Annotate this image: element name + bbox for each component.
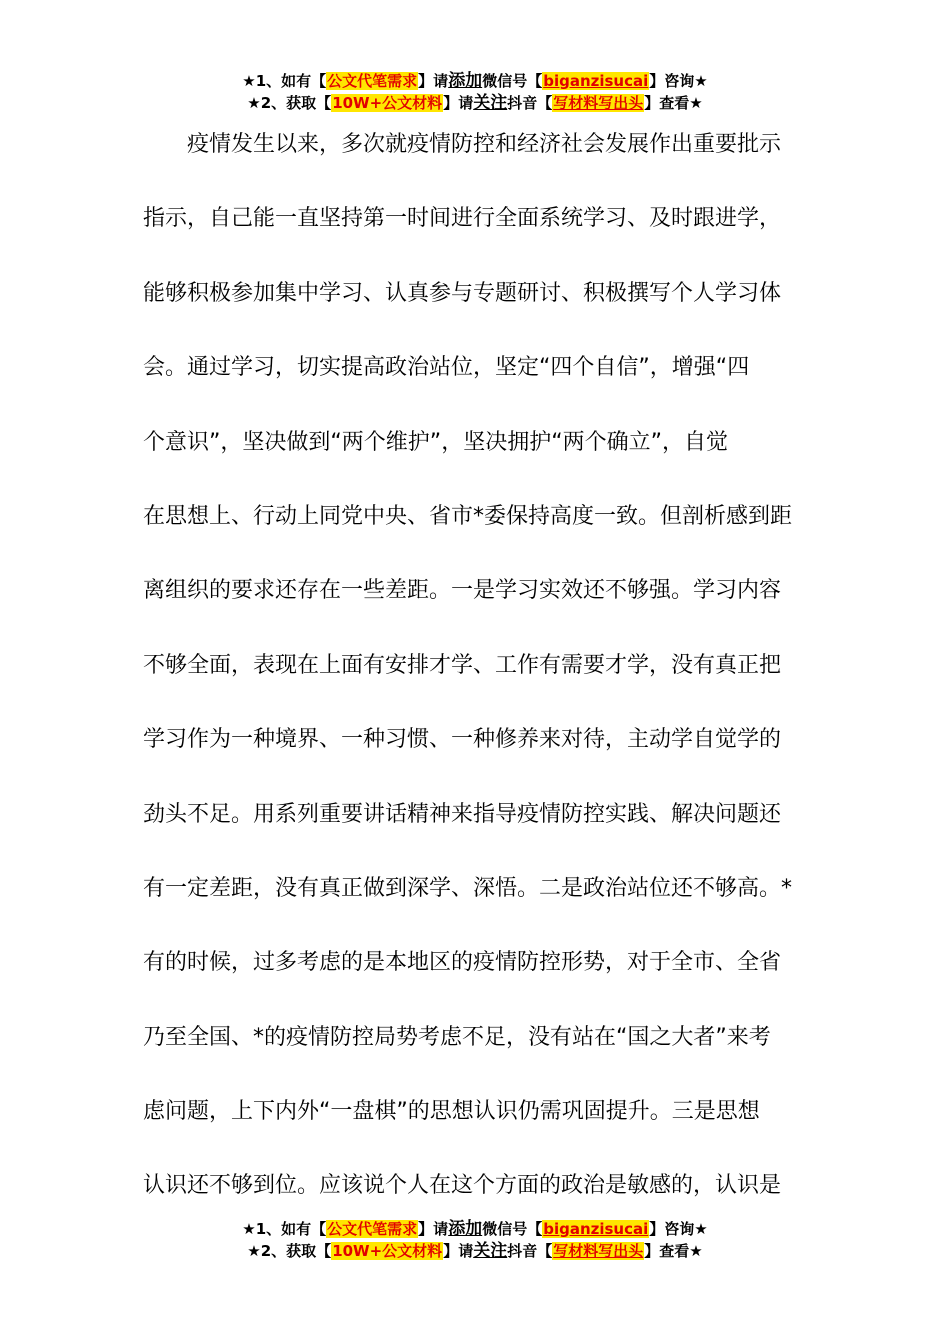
promo-text: 】请 <box>418 1220 449 1238</box>
promo-text: ★2、获取【 <box>247 1242 332 1260</box>
douyin-account-highlight: 写材料写出头 <box>553 94 644 112</box>
body-line: 在思想上、行动上同党中央、省市*委保持高度一致。但剖析感到距 <box>143 503 793 529</box>
body-line: 乃至全国、*的疫情防控局势考虑不足，没有站在“国之大者”来考 <box>143 1024 771 1050</box>
promo-line-2 <box>0 1240 950 1262</box>
body-line: 指示，自己能一直坚持第一时间进行全面系统学习、及时跟进学， <box>143 206 782 232</box>
promo-text: 抖音【 <box>507 1242 553 1260</box>
body-line: 离组织的要求还存在一些差距。一是学习实效还不够强。学习内容 <box>143 578 782 604</box>
body-line: 劲头不足。用系列重要讲话精神来指导疫情防控实践、解决问题还 <box>143 801 782 827</box>
body-line: 虑问题，上下内外“一盘棋”的思想认识仍需巩固提升。三是思想 <box>143 1099 760 1125</box>
promo-text: 微信号【 <box>482 72 543 90</box>
promo-emphasis: 关注 <box>473 93 508 113</box>
promo-emphasis: 关注 <box>473 1241 508 1261</box>
body-line: 个意识”，坚决做到“两个维护”，坚决拥护“两个确立”，自觉 <box>143 429 728 455</box>
promo-text: ★1、如有【 <box>242 72 327 90</box>
promo-text: 】查看★ <box>644 94 703 112</box>
wechat-id-highlight: biganzisucai <box>543 72 649 90</box>
promo-line-2 <box>0 92 950 114</box>
promo-emphasis: 添加 <box>448 1219 483 1239</box>
promo-line-1 <box>0 1218 950 1240</box>
douyin-account-highlight: 写材料写出头 <box>553 1242 644 1260</box>
promo-highlight: 10W+公文材料 <box>332 94 443 112</box>
wechat-id-highlight: biganzisucai <box>543 1220 649 1238</box>
body-line: 学习作为一种境界、一种习惯、一种修养来对待，主动学自觉学的 <box>143 727 782 753</box>
promo-text: 】咨询★ <box>649 72 708 90</box>
promo-text: 】请 <box>443 1242 474 1260</box>
document-body <box>143 120 807 1236</box>
promo-highlight: 10W+公文材料 <box>332 1242 443 1260</box>
promo-line-1 <box>0 70 950 92</box>
promo-text: 微信号【 <box>482 1220 543 1238</box>
promo-text: 】请 <box>418 72 449 90</box>
promo-text: ★2、获取【 <box>247 94 332 112</box>
body-line: 有的时候，过多考虑的是本地区的疫情防控形势，对于全市、全省 <box>143 950 782 976</box>
promo-text: 】咨询★ <box>649 1220 708 1238</box>
promo-highlight: 公文代笔需求 <box>327 1220 418 1238</box>
promo-text: 抖音【 <box>507 94 553 112</box>
body-line: 有一定差距，没有真正做到深学、深悟。二是政治站位还不够高。* <box>143 875 793 901</box>
body-line: 会。通过学习，切实提高政治站位，坚定“四个自信”，增强“四 <box>143 355 750 381</box>
promo-highlight: 公文代笔需求 <box>327 72 418 90</box>
header-promo-banner <box>0 70 950 114</box>
body-line: 不够全面，表现在上面有安排才学、工作有需要才学，没有真正把 <box>143 652 782 678</box>
promo-text: 】请 <box>443 94 474 112</box>
promo-text: ★1、如有【 <box>242 1220 327 1238</box>
body-line: 能够积极参加集中学习、认真参与专题研讨、积极撰写个人学习体 <box>143 280 782 306</box>
promo-emphasis: 添加 <box>448 71 483 91</box>
promo-text: 】查看★ <box>644 1242 703 1260</box>
body-line: 认识还不够到位。应该说个人在这个方面的政治是敏感的，认识是 <box>143 1173 782 1199</box>
body-line: 疫情发生以来，多次就疫情防控和经济社会发展作出重要批示 <box>187 132 782 157</box>
footer-promo-banner <box>0 1218 950 1262</box>
